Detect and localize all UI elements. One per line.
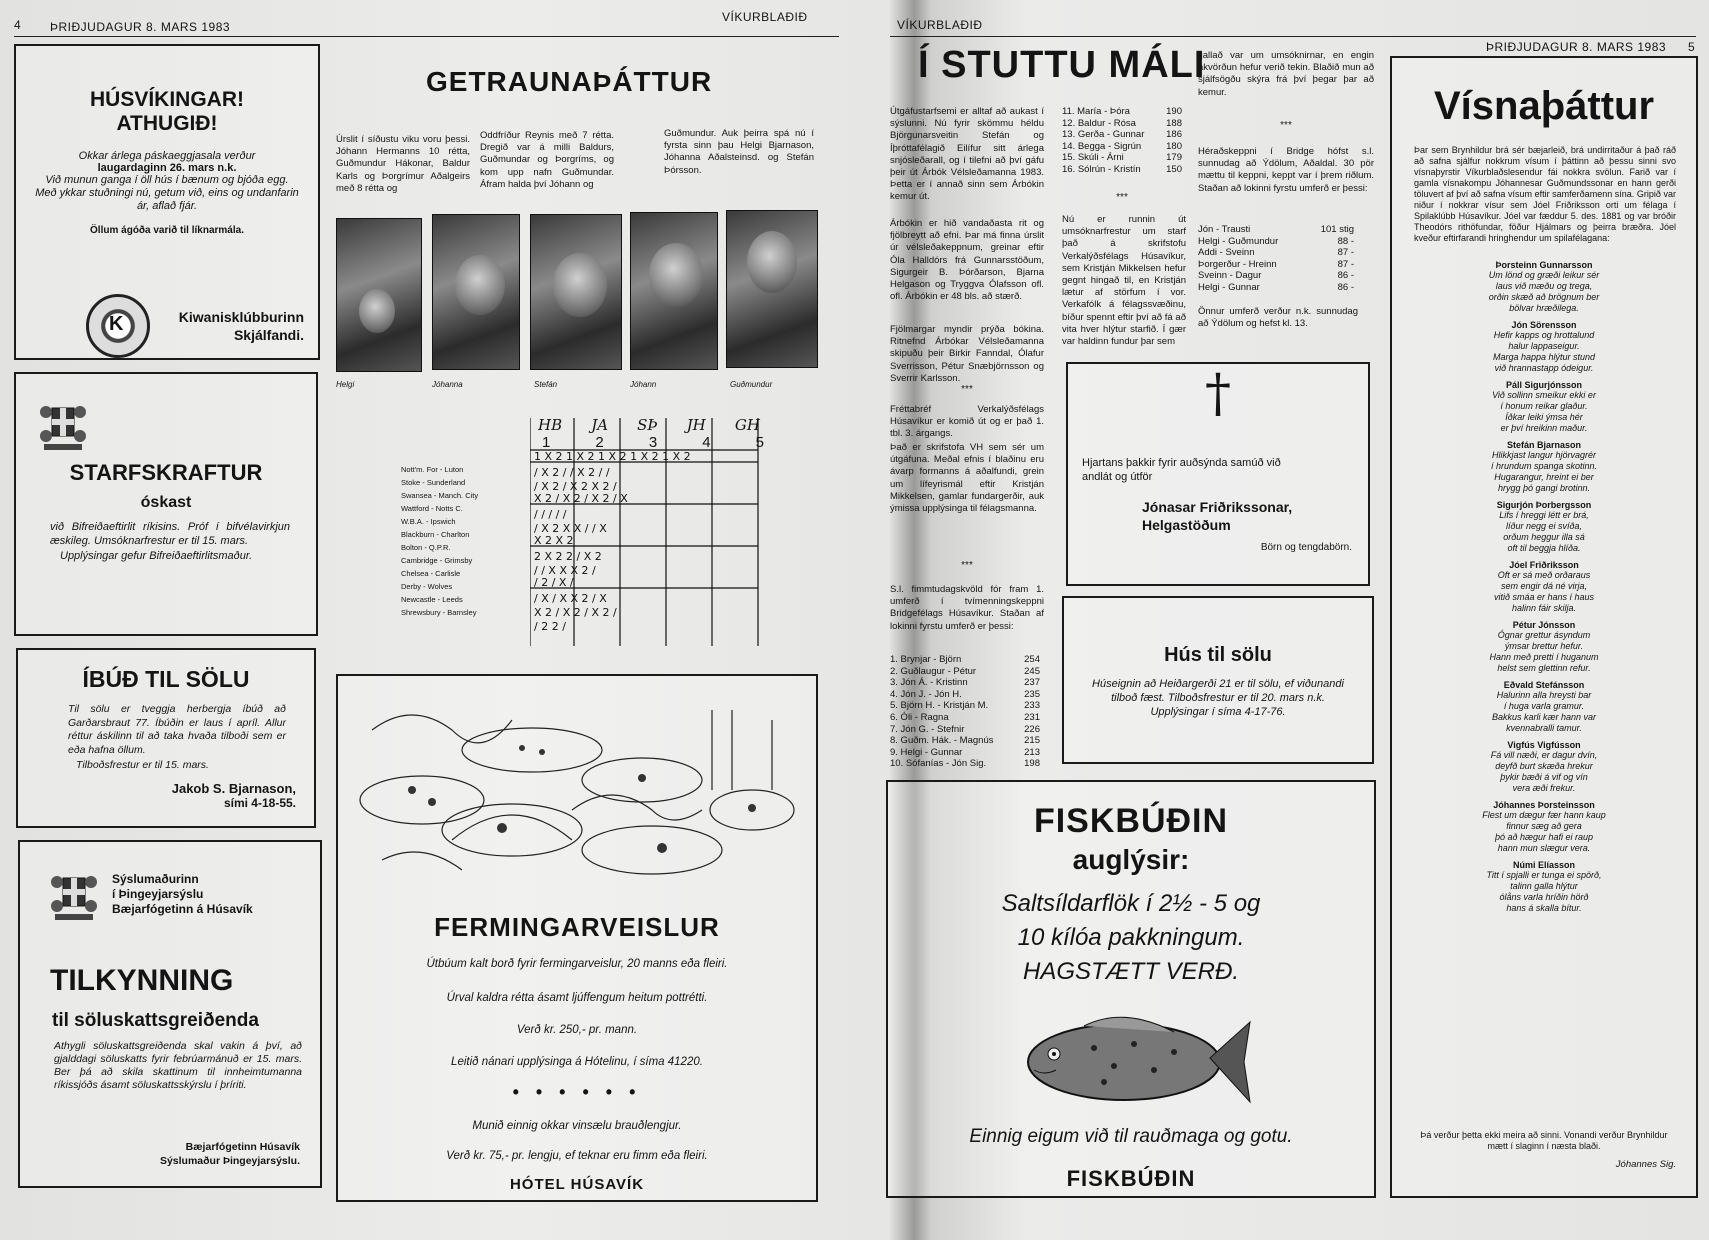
kiwanis-intro: Okkar árlega páskaeggjasala verður: [78, 150, 256, 162]
game-5: W.B.A. - Ipswich: [401, 517, 456, 526]
stuttu-para-5: Það er skrifstofa VH sem sér um útgáfuna. Meðal efnis í blaðinu eru ávarp formanns á aðalfundi, grein um lífeyrismál eftir Kristján Mikkelsen, gamlar fundargerðir, auk ýmissa upplýsinga til félagsmanna.: [890, 442, 1044, 515]
fish-illustration: [1014, 1002, 1254, 1112]
hk-row-6: Helgi - Gunnar 86 -: [1198, 281, 1354, 293]
grid-header-ja: JA: [591, 416, 609, 434]
syslu-sign-1: Bæjarfógetinn Húsavík: [185, 1141, 300, 1153]
page-number-right: 5: [1688, 40, 1696, 54]
caption-stefan: Stefán: [534, 380, 558, 389]
verse-1-text: Hefir kapps og hrottalund halur lappaseigur. Marga happa hlýtur stund við hrannastapp ódeigur.: [1492, 330, 1596, 373]
buffet-illustration: [352, 690, 804, 890]
ibud-title: ÍBÚÐ TIL SÖLU: [82, 666, 250, 692]
verse-2-text: Við sollinn smeikur ekki er í honum reikar glaður. Íðkar leiki ýmsa hér er því hreikinn maður.: [1492, 390, 1596, 433]
verse-6-text: Ógnar grettur ásyndum ýmsar brettur hefur. Hann með pretti í huganum helst sem glettinn refur.: [1489, 630, 1599, 673]
verse-7-text: Halurinn alla hreysti bar í huga varla gramur. Bakkus karli kær hann var kvennabralli tamur.: [1491, 690, 1597, 733]
ferming-line-2: Úrval kaldra rétta ásamt ljúffengum heitum pottrétti.: [446, 992, 708, 1004]
verse-4-text: Lifs í hreggi létt er brá, líður negg ei svíða, orðum heggur illa sá oft til beggja hlíða.: [1499, 510, 1589, 553]
grid-num-3: 3: [648, 434, 658, 451]
rank-row-2: 2. Guðlaugur - Pétur 245: [890, 665, 1040, 677]
rank-row-13: 13. Gerða - Gunnar 186: [1062, 129, 1182, 141]
photo-johann: [630, 212, 718, 370]
svg-text:/ / X X X 2 /: / / X X X 2 /: [534, 564, 596, 577]
prediction-grid-lines: [530, 418, 760, 646]
verse-5-text: Oft er sá með orðaraus sem engir dá né virja, vitið smáa er hans í haus halinn fáir skilja.: [1493, 570, 1595, 613]
svg-text:/ X 2 X X / / X: / X 2 X X / / X: [534, 522, 607, 535]
verse-9-author: Jóhannes Þorsteinsson: [1493, 800, 1595, 810]
game-8: Cambridge - Grimsby: [401, 556, 473, 565]
kiwanis-date: laugardaginn 26. mars n.k.: [97, 162, 237, 174]
fisk-sub: auglýsir:: [1072, 844, 1190, 875]
visna-column: [1390, 56, 1698, 1198]
rank-row-8: 8. Guðm. Hák. - Magnús 215: [890, 735, 1040, 747]
ferming-line-1: Útbúum kalt borð fyrir fermingarveislur, 20 manns eða fleiri.: [426, 958, 728, 970]
fisk-line-1: Saltsíldarflök í 2½ - 5 og: [1001, 890, 1261, 917]
verse-0-text: Um lönd og græði leikur sér laus við mæðu og trega, orðin skæð að brögnum ber bölvar hræðilega.: [1488, 270, 1600, 313]
stuttu-para-6: S.l. fimmtudagskvöld fór fram 1. umferð í tvímenningskeppni Bridgefélags Húsavíkur. Staðan af lokinni fyrstu umferð er þessi:: [890, 584, 1044, 632]
ibud-body: Til sölu er tveggja herbergja íbúð að Garðarsbraut 77. Íbúðin er laus í apríl. Allur réttur áskilinn til að taka hvaða tilboði sem er eða hafna öllum.: [68, 703, 286, 756]
rank-row-10: 10. Sófanías - Jón Sig. 198: [890, 758, 1040, 770]
fisk-ad: [886, 780, 1376, 1198]
date-right: ÞRIÐJUDAGUR 8. MARS 1983: [1486, 40, 1667, 54]
stuttu-para-4: Fréttabréf Verkalýðsfélags Húsavíkur er komið út og er það 1. tbl. 3. árgangs.: [890, 404, 1044, 440]
header-rule-left: [14, 36, 839, 37]
fisk-line-4: Einnig eigum við til rauðmaga og gotu.: [969, 1126, 1293, 1147]
kiwanis-club-name: [179, 308, 304, 344]
visna-title: Vísnaþáttur: [1433, 84, 1655, 128]
kiwanis-body: Við munun ganga í öll hús í bænum og bjóða egg. Með ykkar stuðningi nú, getum við, eins og undanfarin ár, aflað fjár.: [35, 174, 299, 212]
verse-0-author: Þorsteinn Gunnarsson: [1495, 260, 1593, 270]
photo-johanna: [432, 214, 520, 370]
stuttu-para-7: Nú er runnin út umsóknarfrestur um starf það á skrifstofu Verkalýðsfélags Húsavíkur, sem Kristján Mikkelsen hefur gegnt hingað til, en Kristján lætur af störfum í vor. Verkafólk á félagssvæðinu, bíður spennt eftir því að fá að vita hver hlýtur starfið. Í gær var haldinn fundur þar sem: [1062, 214, 1186, 348]
hus-ad: [1062, 596, 1374, 764]
svg-text:2 X 2 2 / X 2: 2 X 2 2 / X 2: [534, 550, 602, 563]
kiwanis-logo: [86, 294, 150, 358]
game-3: Swansea - Manch. City: [401, 491, 479, 500]
syslu-body: Athygli söluskattsgreiðenda skal vakin á því, að gjalddagi söluskatts fyrir febrúarmánuð er 15. mars. Ber þá að skila skattinum til innheimtumanna ríkissjóðs ásamt söluskattsskýrslu í þríriti.: [54, 1040, 302, 1091]
caption-johanna: Jóhanna: [432, 380, 463, 389]
photo-johanna-face: [455, 255, 505, 315]
stuttu-para-3: Fjölmargar myndir prýða bókina. Ritnefnd Árbókar Vélsleðamanna skipuðu þeir Birkir Fanndal, Ólafur Sverrisson, Pétur Snæbjörnsson og Sverrir Karlsson.: [890, 324, 1044, 384]
verse-10-author: Númi Elíasson: [1512, 860, 1575, 870]
rank-row-9: 9. Helgi - Gunnar 213: [890, 746, 1040, 758]
header-rule-right: [890, 36, 1696, 37]
stuttu-para-2: Árbókin er hið vandaðasta rit og fjölbreytt að efni. Þar má finna úrslit úr vélsleðakeppnum, greinar eftir Óla Halldórs frá Gunnarsstöðum, Sigurgeir B. Þórðarson, Bjarna Helgason og Tryggva Ólafsson ofl. ofl. Árbókin er 48 bls. að stærð.: [890, 218, 1044, 303]
visna-intro: Þar sem Brynhildur brá sér bæjarleið, brá undirritaður á það ráð að safna sjálfur nokkrum vísum í þáttinn að þessu sinni svo vísnaþyrstir Víkurblaðslesendur fái nokkra svölun. Farið var í gamla vísnakompu Jóhannesar Guðmundssonar en hann gerði töluvert af því að safna vísum eftir samferðamenn sína. Gripið var niður í nokkrar vísur sem Jóel Friðriksson orti um félaga í Spilaklúbb Húsavíkur. Jóel var fæddur 5. des. 1881 og var bróðir Theodórs rithöfundar, föður Hjálmars og þeirra bræðra. Jóel kveður eftirfarandi hringhendur um spilafélagana:: [1414, 145, 1676, 243]
starf-info: Upplýsingar gefur Bifreiðaeftirlitsmaður.: [60, 550, 253, 562]
rank-row-4: 4. Jón J. - Jón H. 235: [890, 688, 1040, 700]
photo-stefan: [530, 214, 622, 370]
kiwanis-club-line1: Kiwanisklúbburinn: [178, 309, 304, 325]
ferming-dots: • • • • • •: [512, 1082, 642, 1102]
kiwanis-ad: [14, 44, 320, 360]
hk-row-1: Jón - Trausti 101 stig: [1198, 224, 1354, 235]
stuttu-para-9: Héraðskeppni í Bridge hófst s.l. sunnudag að Ýdölum, Aðaldal. 30 pör mættu til keppni, keppt var í þrem riðlum. Staðan að lokinni fyrstu umferð er þessi:: [1198, 146, 1374, 194]
syslu-title: TILKYNNING: [50, 964, 234, 997]
rank-row-3: 3. Jón Á. - Kristinn 237: [890, 677, 1040, 689]
thanks-notice: [1066, 362, 1370, 586]
game-6: Blackburn - Charlton: [401, 530, 470, 539]
svg-text:X 2 / X 2 / X 2 / X: X 2 / X 2 / X 2 / X: [534, 492, 628, 505]
stuttu-para-10: Önnur umferð verður n.k. sunnudag að Ýdölum og hefst kl. 13.: [1198, 306, 1358, 330]
verse-1-author: Jón Sörensson: [1511, 320, 1577, 330]
starf-body: við Bifreiðaeftirlit ríkisins. Próf í bifvélavirkjun æskileg. Umsóknarfrestur er til 15. mars.: [50, 521, 290, 547]
thanks-name-2: Helgastöðum: [1142, 517, 1231, 533]
caption-gudmundur: Guðmundur: [730, 380, 773, 389]
game-9: Chelsea - Carlisle: [401, 569, 461, 578]
grid-num-2: 2: [595, 434, 604, 451]
stuttu-stars-2: ***: [961, 560, 973, 571]
grid-header-gh: GH: [734, 416, 760, 434]
photo-helgi-face: [359, 289, 395, 333]
svg-text:/ X 2 / / X 2 / /: / X 2 / / X 2 / /: [534, 466, 610, 479]
date-left: ÞRIÐJUDAGUR 8. MARS 1983: [50, 20, 231, 34]
kiwanis-heading-2: ATHUGIÐ!: [116, 112, 218, 135]
coat-of-arms-icon-2: [48, 868, 100, 928]
running-title-right: VÍKURBLAÐIÐ: [897, 18, 983, 32]
thanks-name: [1142, 498, 1292, 534]
kiwanis-k-glyph: K: [109, 313, 124, 335]
syslu-subtitle: til söluskattsgreiðenda: [52, 1010, 259, 1031]
getraun-col-2: Oddfríður Reynis með 7 rétta. Dregið var á milli Baldurs, Guðmundar og Þorgríms, og kom upp nafn Guðmundar. Áfram halda því Jóhann og: [480, 130, 614, 190]
ibud-deadline: Tilboðsfrestur er til 15. mars.: [76, 759, 209, 771]
kiwanis-heading-1: HÚSVÍKINGAR!: [89, 88, 244, 111]
heradskeppni-ranking: [1198, 224, 1354, 294]
verse-4-author: Sigurjón Þorbergsson: [1496, 500, 1592, 510]
rank-row-1: 1. Brynjar - Björn 254: [890, 654, 1040, 665]
svg-text:X 2 / X 2 / X 2 /: X 2 / X 2 / X 2 /: [534, 606, 617, 619]
getraun-col-3: Guðmundur. Auk þeirra spá nú í fyrsta sinn þau Helgi Bjarnason, Jóhanna Aðalsteinsd. og Stefán Þórsson.: [664, 128, 814, 176]
rank-row-12: 12. Baldur - Rósa 188: [1062, 117, 1182, 129]
syslu-org-3: Bæjarfógetinn á Húsavík: [112, 902, 253, 916]
rank-row-7: 7. Jón G. - Stefnir 226: [890, 723, 1040, 735]
verse-2-author: Páll Sigurjónsson: [1505, 380, 1582, 390]
rank-row-14: 14. Begga - Sigrún 180: [1062, 140, 1182, 152]
kiwanis-closing: Öllum ágóða varið til líknarmála.: [90, 225, 244, 236]
photo-helgi: [336, 218, 422, 372]
game-1: Nott'm. For - Luton: [401, 465, 464, 474]
game-7: Bolton - Q.P.R.: [401, 543, 451, 552]
hk-row-4: Þorgerður - Hreinn 87 -: [1198, 258, 1354, 270]
grid-num-1: 1: [542, 434, 551, 451]
fisk-title: FISKBÚÐIN: [1033, 802, 1229, 840]
photo-gudmundur-face: [747, 231, 797, 293]
photo-stefan-face: [553, 253, 607, 317]
verse-3-author: Stefán Bjarnason: [1506, 440, 1582, 450]
syslu-signature: [160, 1140, 300, 1168]
bridge-ranking-top10: [890, 654, 1040, 770]
verse-9-text: Flest um dægur fær hann kaup finnur sæg að gera þó að hægur hafi ei raup hann mun slægur vera.: [1482, 810, 1606, 853]
hk-row-5: Sveinn - Dagur 86 -: [1198, 270, 1354, 282]
svg-text:1 X 2 1 X 2 1 X 2 1 X 2 1 X 2: 1 X 2 1 X 2 1 X 2 1 X 2 1 X 2: [534, 450, 691, 463]
game-11: Newcastle - Leeds: [401, 595, 463, 604]
ferming-line-4: Leitið nánari upplýsinga á Hótelinu, í síma 41220.: [451, 1056, 703, 1068]
verse-8-text: Fá vill næði, er dagur dvín, deyfð burt skæða hrekur þykir bæði á vif og vín vera æði frekur.: [1490, 750, 1598, 793]
svg-text:X 2 X 2: X 2 X 2: [534, 534, 574, 547]
stuttu-stars-4: ***: [1280, 120, 1292, 131]
hk-row-3: Addi - Sveinn 87 -: [1198, 247, 1354, 259]
stuttu-para-8: fjallað var um umsóknirnar, en engin ákvörðun hefur verið tekin. Blaðið mun að sjálfsögðu skýra frá því þegar þar að kemur.: [1198, 50, 1374, 98]
rank-row-11: 11. María - Þóra 190: [1062, 106, 1182, 117]
starf-title: STARFSKRAFTUR: [69, 460, 263, 485]
stuttu-title: Í STUTTU MÁLI: [918, 44, 1206, 86]
grid-header-hb: HB: [538, 416, 563, 434]
syslu-org-2: í Þingeyjarsýslu: [112, 887, 204, 901]
page-number-left: 4: [14, 18, 22, 32]
caption-helgi: Helgi: [336, 380, 355, 389]
ferming-title: FERMINGARVEISLUR: [434, 912, 720, 942]
ibud-name: Jakob S. Bjarnason,: [171, 781, 296, 796]
visna-closing: Þá verður þetta ekki meira að sinni. Vonandi verður Brynhildur mætt í slaginn í næsta blaði.: [1420, 1130, 1668, 1151]
fisk-footer: FISKBÚÐIN: [1066, 1166, 1196, 1191]
svg-text:/ / / / /: / / / / /: [534, 508, 567, 521]
visna-verses: [1392, 244, 1696, 914]
svg-text:/ X / X X 2 / X: / X / X X 2 / X: [534, 592, 607, 605]
ibud-phone: sími 4-18-55.: [223, 796, 296, 810]
bridge-ranking-11-16: [1062, 106, 1182, 176]
grid-num-5: 5: [755, 434, 764, 451]
game-2: Stoke - Sunderland: [401, 478, 466, 487]
hus-title: Hús til sölu: [1164, 644, 1272, 666]
grid-num-4: 4: [702, 434, 711, 451]
syslu-org-1: Sýslumaðurinn: [112, 872, 199, 886]
svg-text:/ 2 2 /: / 2 2 /: [534, 620, 566, 633]
rank-row-6: 6. Óli - Ragna 231: [890, 711, 1040, 723]
ferming-ad: [336, 674, 818, 1202]
getraun-title: GETRAUNAÞÁTTUR: [426, 66, 713, 97]
hk-row-2: Helgi - Guðmundur 88 -: [1198, 235, 1354, 247]
starfskraftur-ad: [14, 372, 318, 636]
syslumadur-ad: [18, 840, 322, 1188]
ibud-ad: [16, 648, 316, 828]
syslu-org: [112, 872, 253, 917]
rank-row-15: 15. Skúli - Árni 179: [1062, 152, 1182, 164]
ferming-line-5: Munið einnig okkar vinsælu brauðlengjur.: [472, 1120, 682, 1132]
coat-of-arms-icon: [38, 398, 88, 458]
verse-10-text: Titt í spjalli er tunga ei spörð, talinn galla hlýtur ólåns varla hríðin hörð hans á skalla bítur.: [1486, 870, 1602, 913]
hus-body: Húseignin að Heiðargerði 21 er til sölu, ef viðunandi tilboð fæst. Tilboðsfrestur er til 20. mars n.k. Upplýsingar í síma 4-17-76.: [1092, 678, 1344, 718]
game-10: Derby - Wolves: [401, 582, 453, 591]
thanks-sign: Börn og tengdabörn.: [1260, 542, 1352, 553]
caption-johann: Jóhann: [630, 380, 657, 389]
stuttu-stars-1: ***: [961, 384, 973, 395]
fisk-line-3: HAGSTÆTT VERÐ.: [1022, 958, 1239, 985]
visna-sign: Jóhannes Sig.: [1615, 1159, 1676, 1170]
cross-icon: †: [1205, 364, 1231, 424]
verse-5-author: Jóel Friðriksson: [1509, 560, 1579, 570]
running-title-left: VÍKURBLAÐIÐ: [722, 10, 808, 24]
grid-header-jh: JH: [686, 416, 706, 434]
starf-subtitle: óskast: [140, 494, 192, 511]
grid-header-sth: SÞ: [637, 416, 658, 434]
game-4: Wattford - Notts C.: [401, 504, 463, 513]
kiwanis-club-line2: Skjálfandi.: [233, 327, 304, 343]
svg-text:/ 2 / X /: / 2 / X /: [534, 576, 574, 589]
thanks-name-1: Jónasar Friðrikssonar,: [1142, 499, 1293, 515]
rank-row-5: 5. Björn H. - Kristján M. 233: [890, 700, 1040, 712]
ferming-hotel: HÓTEL HÚSAVÍK: [509, 1176, 645, 1193]
stuttu-para-1: Útgáfustarfsemi er alltaf að aukast í sýslunni. Nú fyrir skömmu héldu Björgunarsveitin Stefán og Íþróttafélagið Eilífur sitt árlega snjósleðarall, og í tilefni að því gáfu þeir út Árbók Vélsleðamanna 1983. Þetta er í annað sinn sem Árbókin kemur út.: [890, 106, 1044, 203]
photo-johann-face: [649, 243, 703, 307]
stuttu-stars-3: ***: [1116, 192, 1128, 203]
verse-6-author: Pétur Jónsson: [1512, 620, 1576, 630]
svg-text:/ X 2 / X 2 X 2 /: / X 2 / X 2 X 2 /: [534, 480, 617, 493]
verse-3-text: Hlikkjast langur hjörvagrér í hrundum spanga skotinn. Hugarangur, hreint ei ber hrygg þó gangi brotinn.: [1490, 450, 1598, 493]
thanks-line: Hjartans þakkir fyrir auðsýnda samúð við andlát og útför: [1082, 457, 1281, 483]
rank-row-16: 16. Sólrún - Kristín 150: [1062, 163, 1182, 175]
games-table: [396, 462, 530, 620]
syslu-sign-2: Sýslumaður Þingeyjarsýslu.: [159, 1155, 300, 1167]
verse-8-author: Vigfús Vigfússon: [1507, 740, 1581, 750]
fisk-line-2: 10 kílóa pakkningum.: [1017, 924, 1245, 951]
game-12: Shrewsbury - Barnsley: [401, 608, 477, 617]
photo-gudmundur: [726, 210, 818, 368]
ferming-line-3: Verð kr. 250,- pr. mann.: [516, 1024, 638, 1036]
ferming-line-6: Verð kr. 75,- pr. lengju, ef teknar eru fimm eða fleiri.: [446, 1150, 708, 1162]
getraun-col-1: Úrslit í síðustu viku voru þessi. Jóhann Hermanns 10 rétta, Guðmundur Hákonar, Baldur Karls og Þorgrímur Aðalgeirs með 8 rétta og: [336, 134, 470, 194]
verse-7-author: Eðvald Stefánsson: [1503, 680, 1585, 690]
